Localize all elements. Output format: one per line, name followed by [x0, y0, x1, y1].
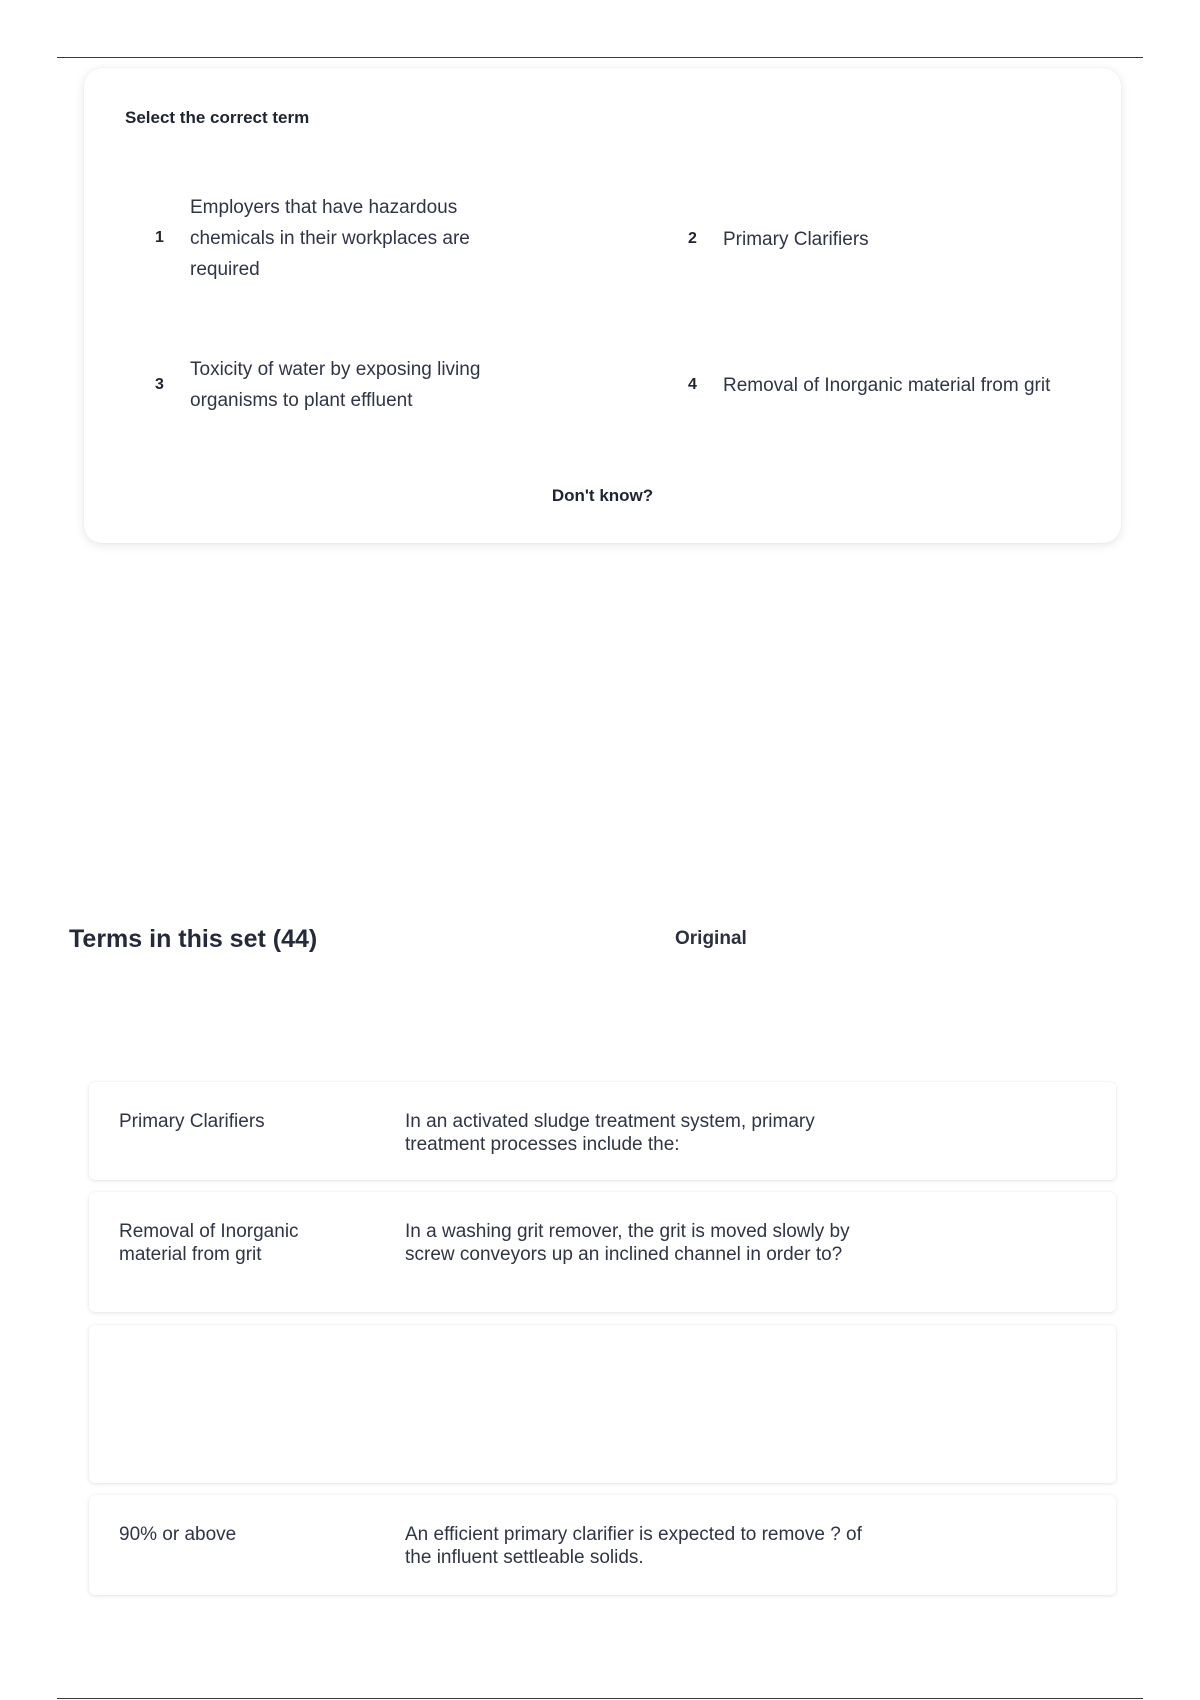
top-divider	[57, 57, 1143, 58]
quiz-card	[84, 68, 1121, 543]
term-text: Removal of Inorganic material from grit	[119, 1221, 299, 1265]
option-text: Primary Clarifiers	[723, 228, 869, 250]
bottom-divider	[57, 1698, 1143, 1699]
term-row	[89, 1082, 1116, 1180]
answer-option-4[interactable]	[688, 368, 1050, 402]
option-text: Toxicity of water by exposing living organisms to plant effluent	[190, 359, 481, 411]
definition-text: An efficient primary clarifier is expected to remove ? of the influent settleable solids.	[405, 1524, 862, 1568]
option-text: Employers that have hazardous chemicals in their workplaces are required	[190, 196, 470, 280]
option-number: 3	[155, 376, 164, 393]
answer-option-3[interactable]	[155, 354, 520, 416]
terms-heading: Terms in this set (44)	[69, 925, 318, 953]
term-row	[89, 1325, 1116, 1483]
definition-text: In an activated sludge treatment system, primary treatment processes include the:	[405, 1111, 815, 1155]
term-row	[89, 1495, 1116, 1595]
option-number: 2	[688, 230, 697, 247]
option-number: 1	[155, 229, 164, 246]
prompt-title: Select the correct term	[125, 108, 310, 127]
option-text: Removal of Inorganic material from grit	[723, 374, 1051, 396]
option-number: 4	[688, 376, 697, 393]
answer-option-2[interactable]	[688, 222, 869, 256]
term-text: 90% or above	[119, 1524, 237, 1545]
term-row	[89, 1192, 1116, 1312]
definition-text: In a washing grit remover, the grit is moved slowly by screw conveyors up an inclined channel in order to?	[405, 1221, 850, 1265]
dont-know-button[interactable]: Don't know?	[551, 486, 654, 505]
sort-order-label[interactable]: Original	[675, 928, 747, 949]
answer-option-1[interactable]	[155, 190, 510, 286]
term-text: Primary Clarifiers	[119, 1111, 265, 1132]
